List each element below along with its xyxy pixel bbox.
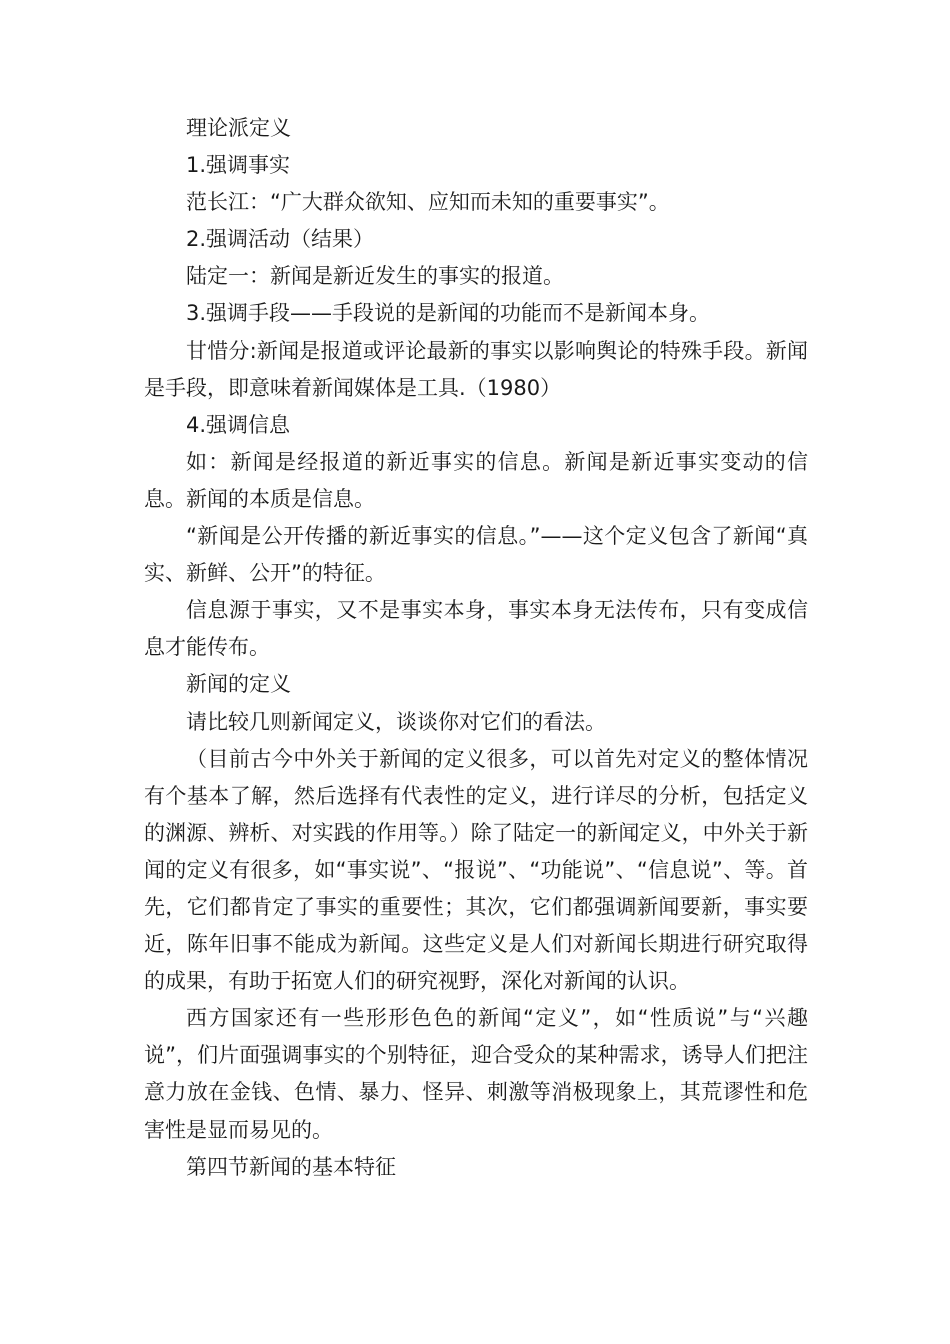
paragraph: 西方国家还有一些形形色色的新闻“定义”，如“性质说”与“兴趣说”，们片面强调事实的个别特征，迎合受众的某种需求，诱导人们把注意力放在金钱、色情、暴力、怪异、刺激等消极现象上，其荒谬性和危害性是显而易见的。	[144, 1006, 808, 1142]
paragraph: 如：新闻是经报道的新近事实的信息。新闻是新近事实变动的信息。新闻的本质是信息。	[144, 449, 808, 511]
list-heading: 1.强调事实	[186, 153, 291, 178]
paragraph: 甘惜分:新闻是报道或评论最新的事实以影响舆论的特殊手段。新闻是手段，即意味着新闻媒体是工具.（1980）	[144, 338, 808, 400]
list-heading: 4.强调信息	[186, 412, 291, 437]
section-heading: 理论派定义	[186, 116, 291, 140]
section-heading: 第四节新闻的基本特征	[186, 1154, 396, 1179]
paragraph: “新闻是公开传播的新近事实的信息。”——这个定义包含了新闻“真实、新鲜、公开”的特征。	[144, 524, 808, 586]
section-heading: 新闻的定义	[186, 672, 291, 697]
list-heading: 2.强调活动（结果）	[186, 227, 375, 252]
paragraph: 陆定一：新闻是新近发生的事实的报道。	[186, 264, 564, 289]
paragraph: （目前古今中外关于新闻的定义很多，可以首先对定义的整体情况有个基本了解，然后选择有代表性的定义，进行详尽的分析，包括定义的渊源、辨析、对实践的作用等。）除了陆定一的新闻定义，中外关于新闻的定义有很多，如“事实说”、“报说”、“功能说”、“信息说”、等。首先，它们都肯定了事实的重要性；其次，它们都强调新闻要新，事实要近，陈年旧事不能成为新闻。这些定义是人们对新闻长期进行研究取得的成果，有助于拓宽人们的研究视野，深化对新闻的认识。	[144, 746, 808, 994]
paragraph: 范长江：“广大群众欲知、应知而未知的重要事实”。	[186, 190, 670, 215]
document-body	[144, 110, 808, 1186]
list-heading: 3.强调手段——手段说的是新闻的功能而不是新闻本身。	[186, 301, 711, 326]
paragraph: 信息源于事实，又不是事实本身，事实本身无法传布，只有变成信息才能传布。	[144, 598, 808, 660]
paragraph: 请比较几则新闻定义，谈谈你对它们的看法。	[186, 709, 606, 734]
